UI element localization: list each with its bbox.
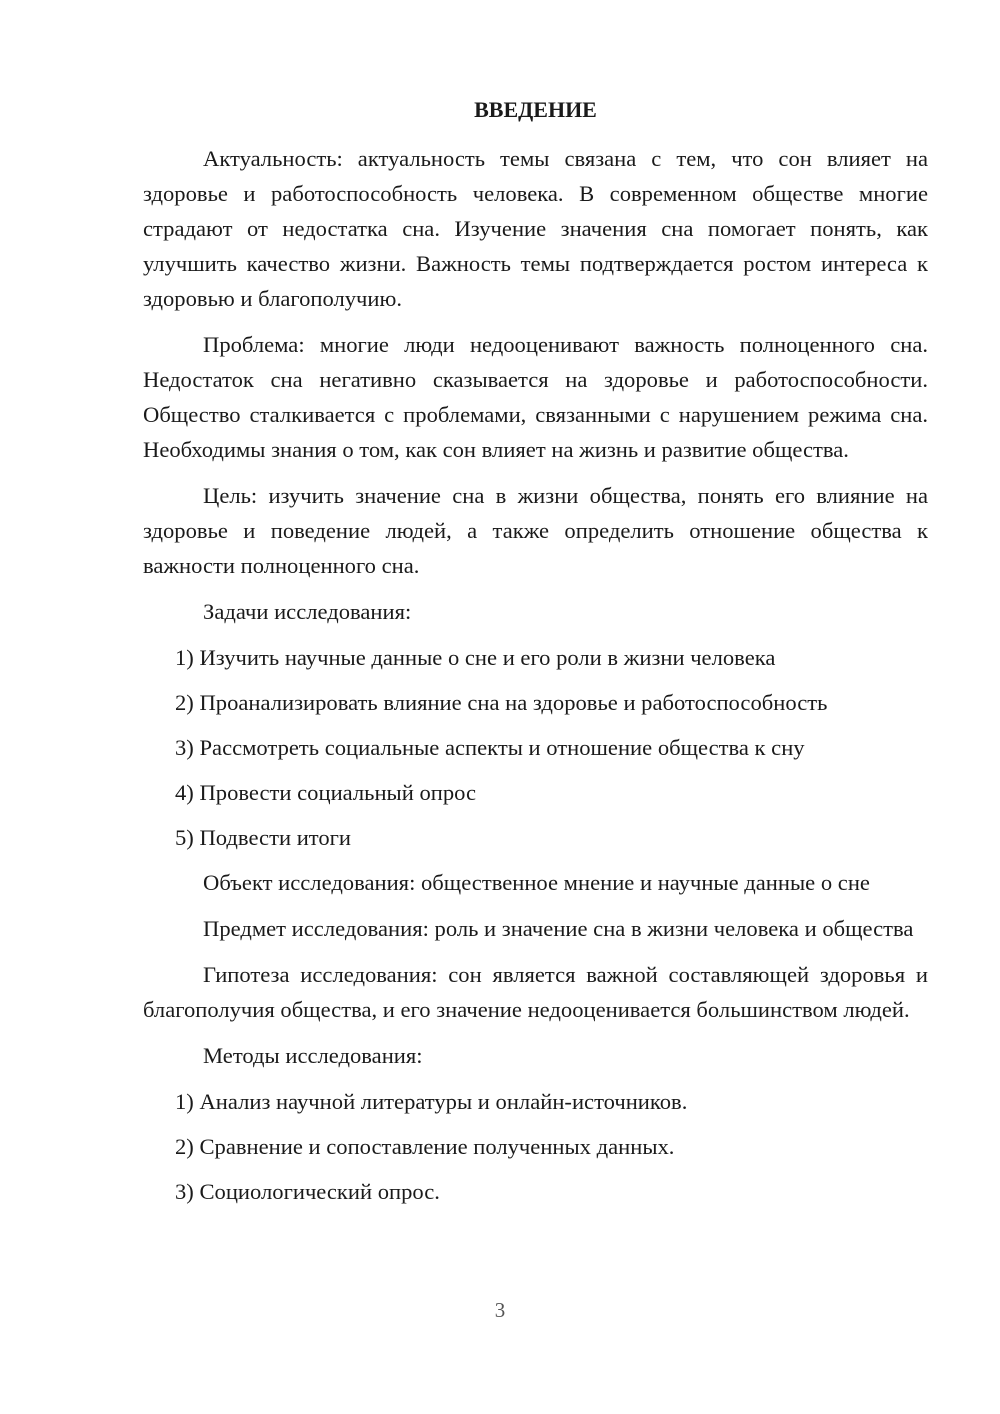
goal-paragraph: Цель: изучить значение сна в жизни общества, понять его влияние на здоровье и поведение людей, а также определить отношение общества к важности полноценного сна. (143, 483, 928, 578)
task-item: 5) Подвести итоги (175, 825, 352, 850)
task-item: 2) Проанализировать влияние сна на здоровье и работоспособность (175, 690, 828, 715)
subject-paragraph: Предмет исследования: роль и значение сна в жизни человека и общества (203, 916, 914, 941)
method-item: 1) Анализ научной литературы и онлайн-источников. (175, 1089, 688, 1114)
tasks-heading: Задачи исследования: (203, 599, 412, 624)
relevance-paragraph: Актуальность: актуальность темы связана с тем, что сон влияет на здоровье и работоспособность человека. В современном обществе многие страдают от недостатка сна. Изучение значения сна помогает понять, как улучшить качество жизни. Важность темы подтверждается ростом интереса к здоровью и благополучию. (143, 146, 928, 311)
method-item: 2) Сравнение и сопоставление полученных данных. (175, 1134, 675, 1159)
problem-paragraph: Проблема: многие люди недооценивают важность полноценного сна. Недостаток сна негативно сказывается на здоровье и работоспособности. Общество сталкивается с проблемами, связанными с нарушением режима сна. Необходимы знания о том, как сон влияет на жизнь и развитие общества. (143, 332, 928, 462)
task-item: 4) Провести социальный опрос (175, 780, 477, 805)
task-item: 3) Рассмотреть социальные аспекты и отношение общества к сну (175, 735, 805, 760)
section-title: ВВЕДЕНИЕ (474, 97, 597, 122)
hypothesis-paragraph: Гипотеза исследования: сон является важной составляющей здоровья и благополучия общества, и его значение недооценивается большинством людей. (143, 962, 928, 1022)
page-number: 3 (494, 1298, 506, 1322)
methods-heading: Методы исследования: (203, 1043, 423, 1068)
document-page (143, 93, 928, 1219)
object-paragraph: Объект исследования: общественное мнение и научные данные о сне (203, 870, 870, 895)
task-item: 1) Изучить научные данные о сне и его роли в жизни человека (175, 645, 776, 670)
method-item: 3) Социологический опрос. (175, 1179, 440, 1204)
